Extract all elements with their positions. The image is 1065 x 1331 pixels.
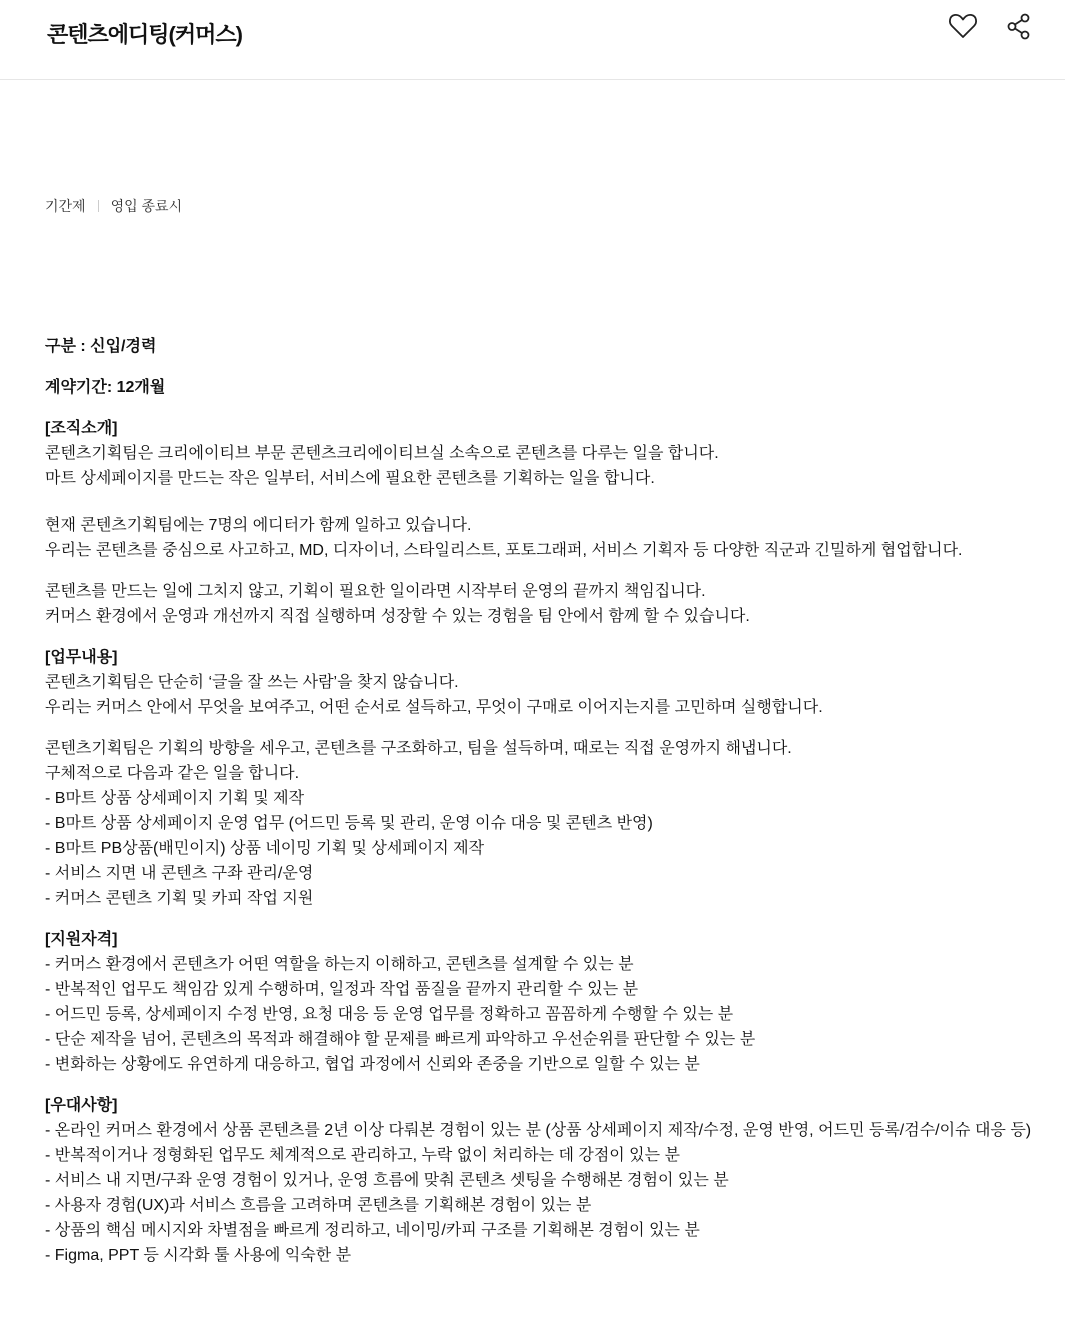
- duties-paragraph: [45, 736, 1035, 911]
- org-paragraph: [45, 441, 1035, 491]
- meta-divider: [98, 200, 99, 212]
- header-actions: [947, 12, 1035, 44]
- section-qualifications: [45, 927, 1035, 1077]
- section-preferred: [45, 1093, 1035, 1268]
- list-item: - 반복적이거나 정형화된 업무도 체계적으로 관리하고, 누락 없이 처리하는 데 강점이 있는 분: [45, 1147, 680, 1164]
- org-paragraph: [45, 513, 1035, 563]
- section-title-qualifications: [지원자격]: [45, 931, 118, 948]
- list-item: - 서비스 지면 내 콘텐츠 구좌 관리/운영: [45, 865, 314, 882]
- list-item: - 단순 제작을 넘어, 콘텐츠의 목적과 해결해야 할 문제를 빠르게 파악하고 우선순위를 판단할 수 있는 분: [45, 1031, 756, 1048]
- org-paragraph: [45, 579, 1035, 629]
- list-item: - 변화하는 상황에도 유연하게 대응하고, 협업 과정에서 신뢰와 존중을 기반으로 일할 수 있는 분: [45, 1056, 700, 1073]
- job-description: [45, 334, 1035, 1280]
- text-line: 콘텐츠기획팀은 단순히 ‘글을 잘 쓰는 사람’을 찾지 않습니다.: [45, 674, 459, 691]
- section-org: [45, 416, 1035, 629]
- heart-icon: [948, 12, 978, 45]
- page-header: [0, 0, 1065, 80]
- deadline: 영입 종료시: [110, 198, 183, 214]
- job-meta: [45, 196, 182, 216]
- category: 구분 : 신입/경력: [45, 338, 157, 355]
- list-item: - 커머스 콘텐츠 기획 및 카피 작업 지원: [45, 890, 314, 907]
- list-item: - 어드민 등록, 상세페이지 수정 반영, 요청 대응 등 운영 업무를 정확하고 꼼꼼하게 수행할 수 있는 분: [45, 1006, 734, 1023]
- employment-type: 기간제: [45, 198, 86, 214]
- list-item: - 서비스 내 지면/구좌 운영 경험이 있거나, 운영 흐름에 맞춰 콘텐츠 셋팅을 수행해본 경험이 있는 분: [45, 1172, 729, 1189]
- list-item: - 커머스 환경에서 콘텐츠가 어떤 역할을 하는지 이해하고, 콘텐츠를 설계할 수 있는 분: [45, 956, 634, 973]
- list-item: - 상품의 핵심 메시지와 차별점을 빠르게 정리하고, 네이밍/카피 구조를 기획해본 경험이 있는 분: [45, 1222, 700, 1239]
- list-item: - B마트 상품 상세페이지 운영 업무 (어드민 등록 및 관리, 운영 이슈 대응 및 콘텐츠 반영): [45, 815, 653, 832]
- list-item: - B마트 PB상품(배민이지) 상품 네이밍 기획 및 상세페이지 제작: [45, 840, 485, 857]
- text-line: 콘텐츠를 만드는 일에 그치지 않고, 기획이 필요한 일이라면 시작부터 운영의 끝까지 책임집니다.: [45, 583, 706, 600]
- text-line: 커머스 환경에서 운영과 개선까지 직접 실행하며 성장할 수 있는 경험을 팀 안에서 함께 할 수 있습니다.: [45, 608, 750, 625]
- text-line: 콘텐츠기획팀은 크리에이티브 부문 콘텐츠크리에이티브실 소속으로 콘텐츠를 다루는 일을 합니다.: [45, 445, 719, 462]
- share-button[interactable]: [1003, 12, 1035, 44]
- list-item: - B마트 상품 상세페이지 기획 및 제작: [45, 790, 305, 807]
- text-line: 마트 상세페이지를 만드는 작은 일부터, 서비스에 필요한 콘텐츠를 기획하는 일을 합니다.: [45, 470, 655, 487]
- list-item: - 사용자 경험(UX)과 서비스 흐름을 고려하며 콘텐츠를 기획해본 경험이 있는 분: [45, 1197, 592, 1214]
- share-icon: [1005, 12, 1033, 45]
- list-item: - 온라인 커머스 환경에서 상품 콘텐츠를 2년 이상 다뤄본 경험이 있는 분 (상품 상세페이지 제작/수정, 운영 반영, 어드민 등록/검수/이슈 대응 등): [45, 1122, 1032, 1139]
- duties-paragraph: [45, 670, 1035, 720]
- like-button[interactable]: [947, 12, 979, 44]
- section-title-preferred: [우대사항]: [45, 1097, 118, 1114]
- section-title-duties: [업무내용]: [45, 649, 118, 666]
- text-line: 현재 콘텐츠기획팀에는 7명의 에디터가 함께 일하고 있습니다.: [45, 517, 472, 534]
- text-line: 콘텐츠기획팀은 기획의 방향을 세우고, 콘텐츠를 구조화하고, 팀을 설득하며, 때로는 직접 운영까지 해냅니다.: [45, 740, 792, 757]
- list-item: - Figma, PPT 등 시각화 툴 사용에 익숙한 분: [45, 1247, 352, 1264]
- text-line: 우리는 콘텐츠를 중심으로 사고하고, MD, 디자이너, 스타일리스트, 포토그래퍼, 서비스 기획자 등 다양한 직군과 긴밀하게 협업합니다.: [45, 542, 963, 559]
- section-title-org: [조직소개]: [45, 420, 118, 437]
- text-line: 우리는 커머스 안에서 무엇을 보여주고, 어떤 순서로 설득하고, 무엇이 구매로 이어지는지를 고민하며 실행합니다.: [45, 699, 823, 716]
- text-line: 구체적으로 다음과 같은 일을 합니다.: [45, 765, 300, 782]
- page-title: 콘텐츠에디팅(커머스): [47, 22, 242, 47]
- section-duties: [45, 645, 1035, 911]
- list-item: - 반복적인 업무도 책임감 있게 수행하며, 일정과 작업 품질을 끝까지 관리할 수 있는 분: [45, 981, 639, 998]
- contract-period: 계약기간: 12개월: [45, 379, 166, 396]
